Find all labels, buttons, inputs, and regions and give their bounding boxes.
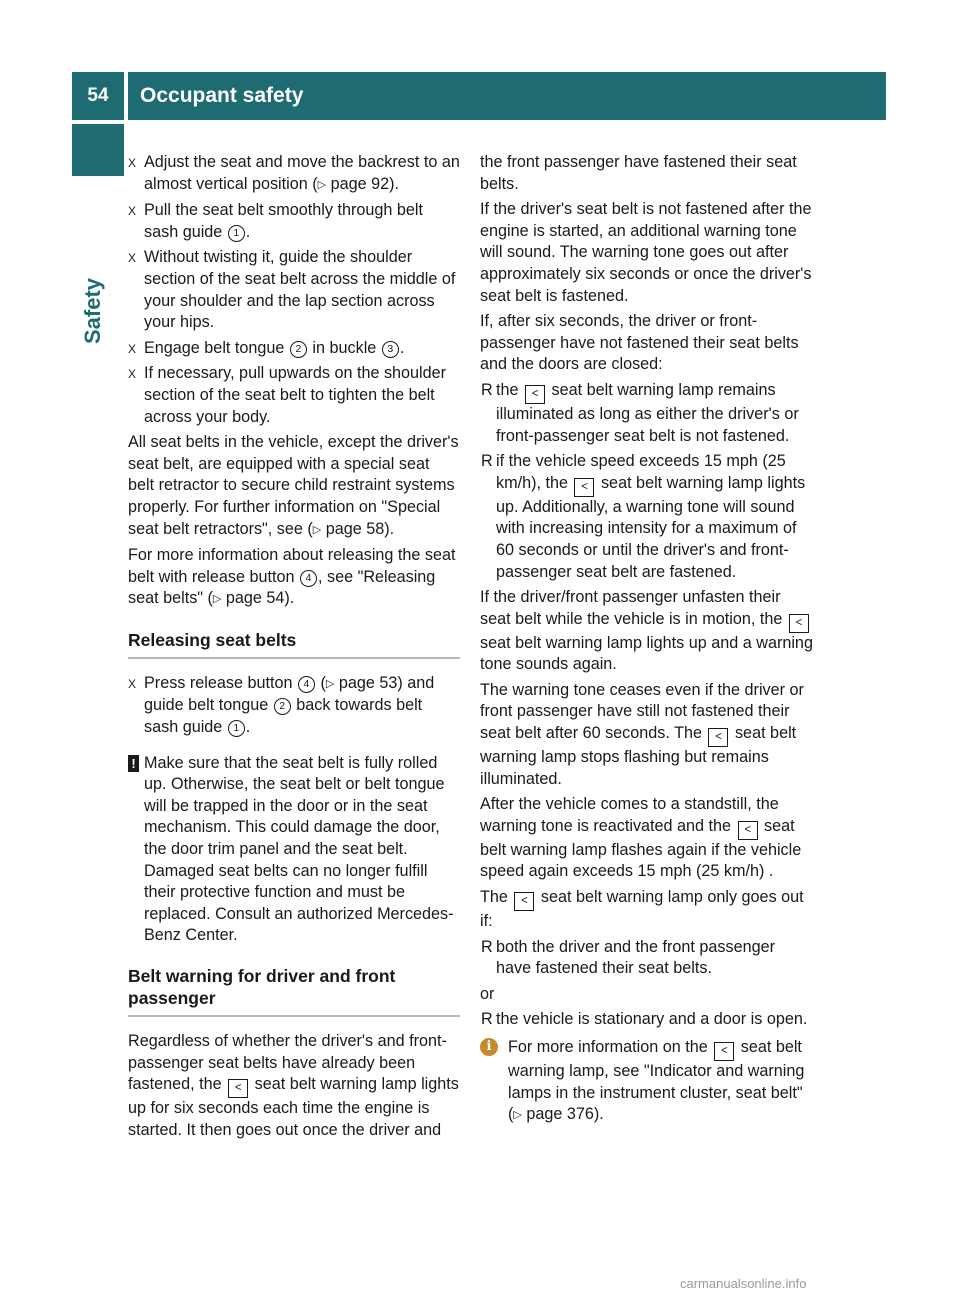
side-tab-label: Safety	[80, 277, 105, 344]
page-ref-icon: ▷	[312, 523, 322, 536]
bullet-item: R the vehicle is stationary and a door is open.	[480, 1009, 814, 1031]
right-column	[480, 152, 814, 1131]
paragraph: The warning tone ceases even if the driver or front passenger have still not fastened their seat belt after 60 seconds. The < seat belt warning lamp stops flashing but remains illuminated.	[480, 680, 804, 788]
step-arrow-icon: X	[128, 204, 137, 219]
callout-2-icon: 2	[274, 698, 291, 715]
page-link[interactable]: page 58).	[325, 519, 395, 538]
warning-note: ! Make sure that the seat belt is fully rolled up. Otherwise, the seat belt or belt tongue will be trapped in the door or in the seat mechanism. This could damage the door, the door trim panel and the seat belt. Damaged seat belts can no longer fulfill their protective function and must be replaced. Consult an authorized Mercedes-Benz Center.	[128, 753, 460, 947]
page-link[interactable]: page 53) and guide belt tongue	[144, 673, 435, 715]
paragraph: or	[480, 984, 495, 1003]
seat-belt-warning-icon: <	[525, 385, 545, 404]
info-note: i For more information on the < seat belt warning lamp, see "Indicator and warning lamps in the instrument cluster, seat belt" (▷ page 376).	[480, 1037, 814, 1127]
page-ref-icon: ▷	[325, 677, 335, 690]
step-arrow-icon: X	[128, 341, 137, 356]
page-ref-icon: ▷	[317, 178, 327, 191]
page-link[interactable]: page 54).	[225, 589, 295, 608]
section-heading: Releasing seat belts	[128, 629, 460, 659]
info-icon: i	[480, 1038, 498, 1056]
bullet-icon: R	[481, 1010, 493, 1029]
paragraph: If the driver/front passenger unfasten their seat belt while the vehicle is in motion, the < seat belt warning lamp lights up and a warning tone sounds again.	[480, 588, 813, 674]
bullet-icon: R	[481, 380, 493, 399]
step-arrow-icon: X	[128, 156, 137, 170]
seat-belt-warning-icon: <	[574, 478, 594, 497]
instruction-step: X Adjust the seat and move the backrest to an almost vertical position (▷ page 92).	[128, 153, 460, 193]
page-ref-icon: ▷	[212, 593, 222, 606]
callout-3-icon: 3	[382, 341, 399, 358]
section-heading: Belt warning for driver and front passenger	[128, 965, 460, 1017]
instruction-step: X Without twisting it, guide the shoulder section of the seat belt across the middle of your shoulder and the lap section across your hips.	[128, 248, 456, 332]
paragraph: After the vehicle comes to a standstill, the warning tone is reactivated and the < seat belt warning lamp flashes again if the vehicle speed again exceeds 15 mph (25 km/h) .	[480, 795, 802, 881]
seat-belt-warning-icon: <	[714, 1042, 734, 1061]
paragraph: The < seat belt warning lamp only goes out if:	[480, 888, 804, 931]
seat-belt-warning-icon: <	[789, 614, 809, 633]
paragraph: If the driver's seat belt is not fastened after the engine is started, an additional warning tone will sound. The warning tone goes out after approximately six seconds or once the driver's seat belt is fastened.	[480, 200, 812, 305]
page-link[interactable]: page 376).	[526, 1105, 604, 1124]
callout-4-icon: 4	[298, 676, 315, 693]
seat-belt-warning-icon: <	[708, 728, 728, 747]
side-tab-marker	[72, 124, 124, 176]
page-number: 54	[72, 72, 124, 120]
instruction-step: X Engage belt tongue 2 in buckle 3 .	[128, 338, 460, 360]
paragraph: All seat belts in the vehicle, except the driver's seat belt, are equipped with a special seat belt retractor to secure child restraint systems properly. For further information on "Special seat belt retractors", see (▷ page 58).	[128, 433, 459, 538]
step-arrow-icon: X	[128, 676, 137, 691]
callout-2-icon: 2	[290, 341, 307, 358]
seat-belt-warning-icon: <	[738, 821, 758, 840]
step-arrow-icon: X	[128, 367, 137, 382]
callout-4-icon: 4	[300, 570, 317, 587]
seat-belt-warning-icon: <	[228, 1079, 248, 1098]
warning-icon: !	[128, 755, 139, 772]
callout-1-icon: 1	[228, 720, 245, 737]
paragraph: the front passenger have fastened their seat belts.	[480, 153, 797, 193]
section-title: Occupant safety	[128, 72, 886, 120]
instruction-step: X Pull the seat belt smoothly through belt sash guide 1 .	[128, 201, 423, 241]
bullet-icon: R	[481, 452, 493, 471]
page-link[interactable]: page 92).	[330, 174, 400, 193]
step-arrow-icon: X	[128, 251, 137, 266]
paragraph: For more information about releasing the seat belt with release button 4 , see "Releasing seat belts" (▷ page 54).	[128, 546, 456, 608]
instruction-step: X If necessary, pull upwards on the shoulder section of the seat belt to tighten the belt across your body.	[128, 364, 447, 426]
bullet-item: R the < seat belt warning lamp remains illuminated as long as either the driver's or front-passenger seat belt is not fastened.	[481, 380, 799, 445]
bullet-icon: R	[481, 937, 493, 956]
paragraph: If, after six seconds, the driver or front-passenger have not fastened their seat belts and the doors are closed:	[480, 312, 799, 374]
page-ref-icon: ▷	[513, 1109, 522, 1122]
paragraph: Regardless of whether the driver's and front-passenger seat belts have already been fastened, the < seat belt warning lamp lights up for six seconds each time the engine is started. It then goes out once the driver and	[128, 1032, 459, 1139]
callout-1-icon: 1	[228, 225, 245, 242]
left-column	[128, 152, 460, 1145]
watermark: carmanualsonline.info	[680, 1276, 807, 1291]
seat-belt-warning-icon: <	[514, 892, 534, 911]
bullet-item: R if the vehicle speed exceeds 15 mph (25 km/h), the < seat belt warning lamp lights up. Additionally, a warning tone will sound with increasing intensity for a maximum of 60 seconds or until the driver's and front-passenger seat belt are fastened.	[481, 452, 806, 581]
bullet-item: R both the driver and the front passenger have fastened their seat belts.	[481, 937, 775, 978]
instruction-step: X Press release button 4 (▷ page 53) and guide belt tongue 2 back towards belt sash guide 1 .	[128, 673, 435, 737]
